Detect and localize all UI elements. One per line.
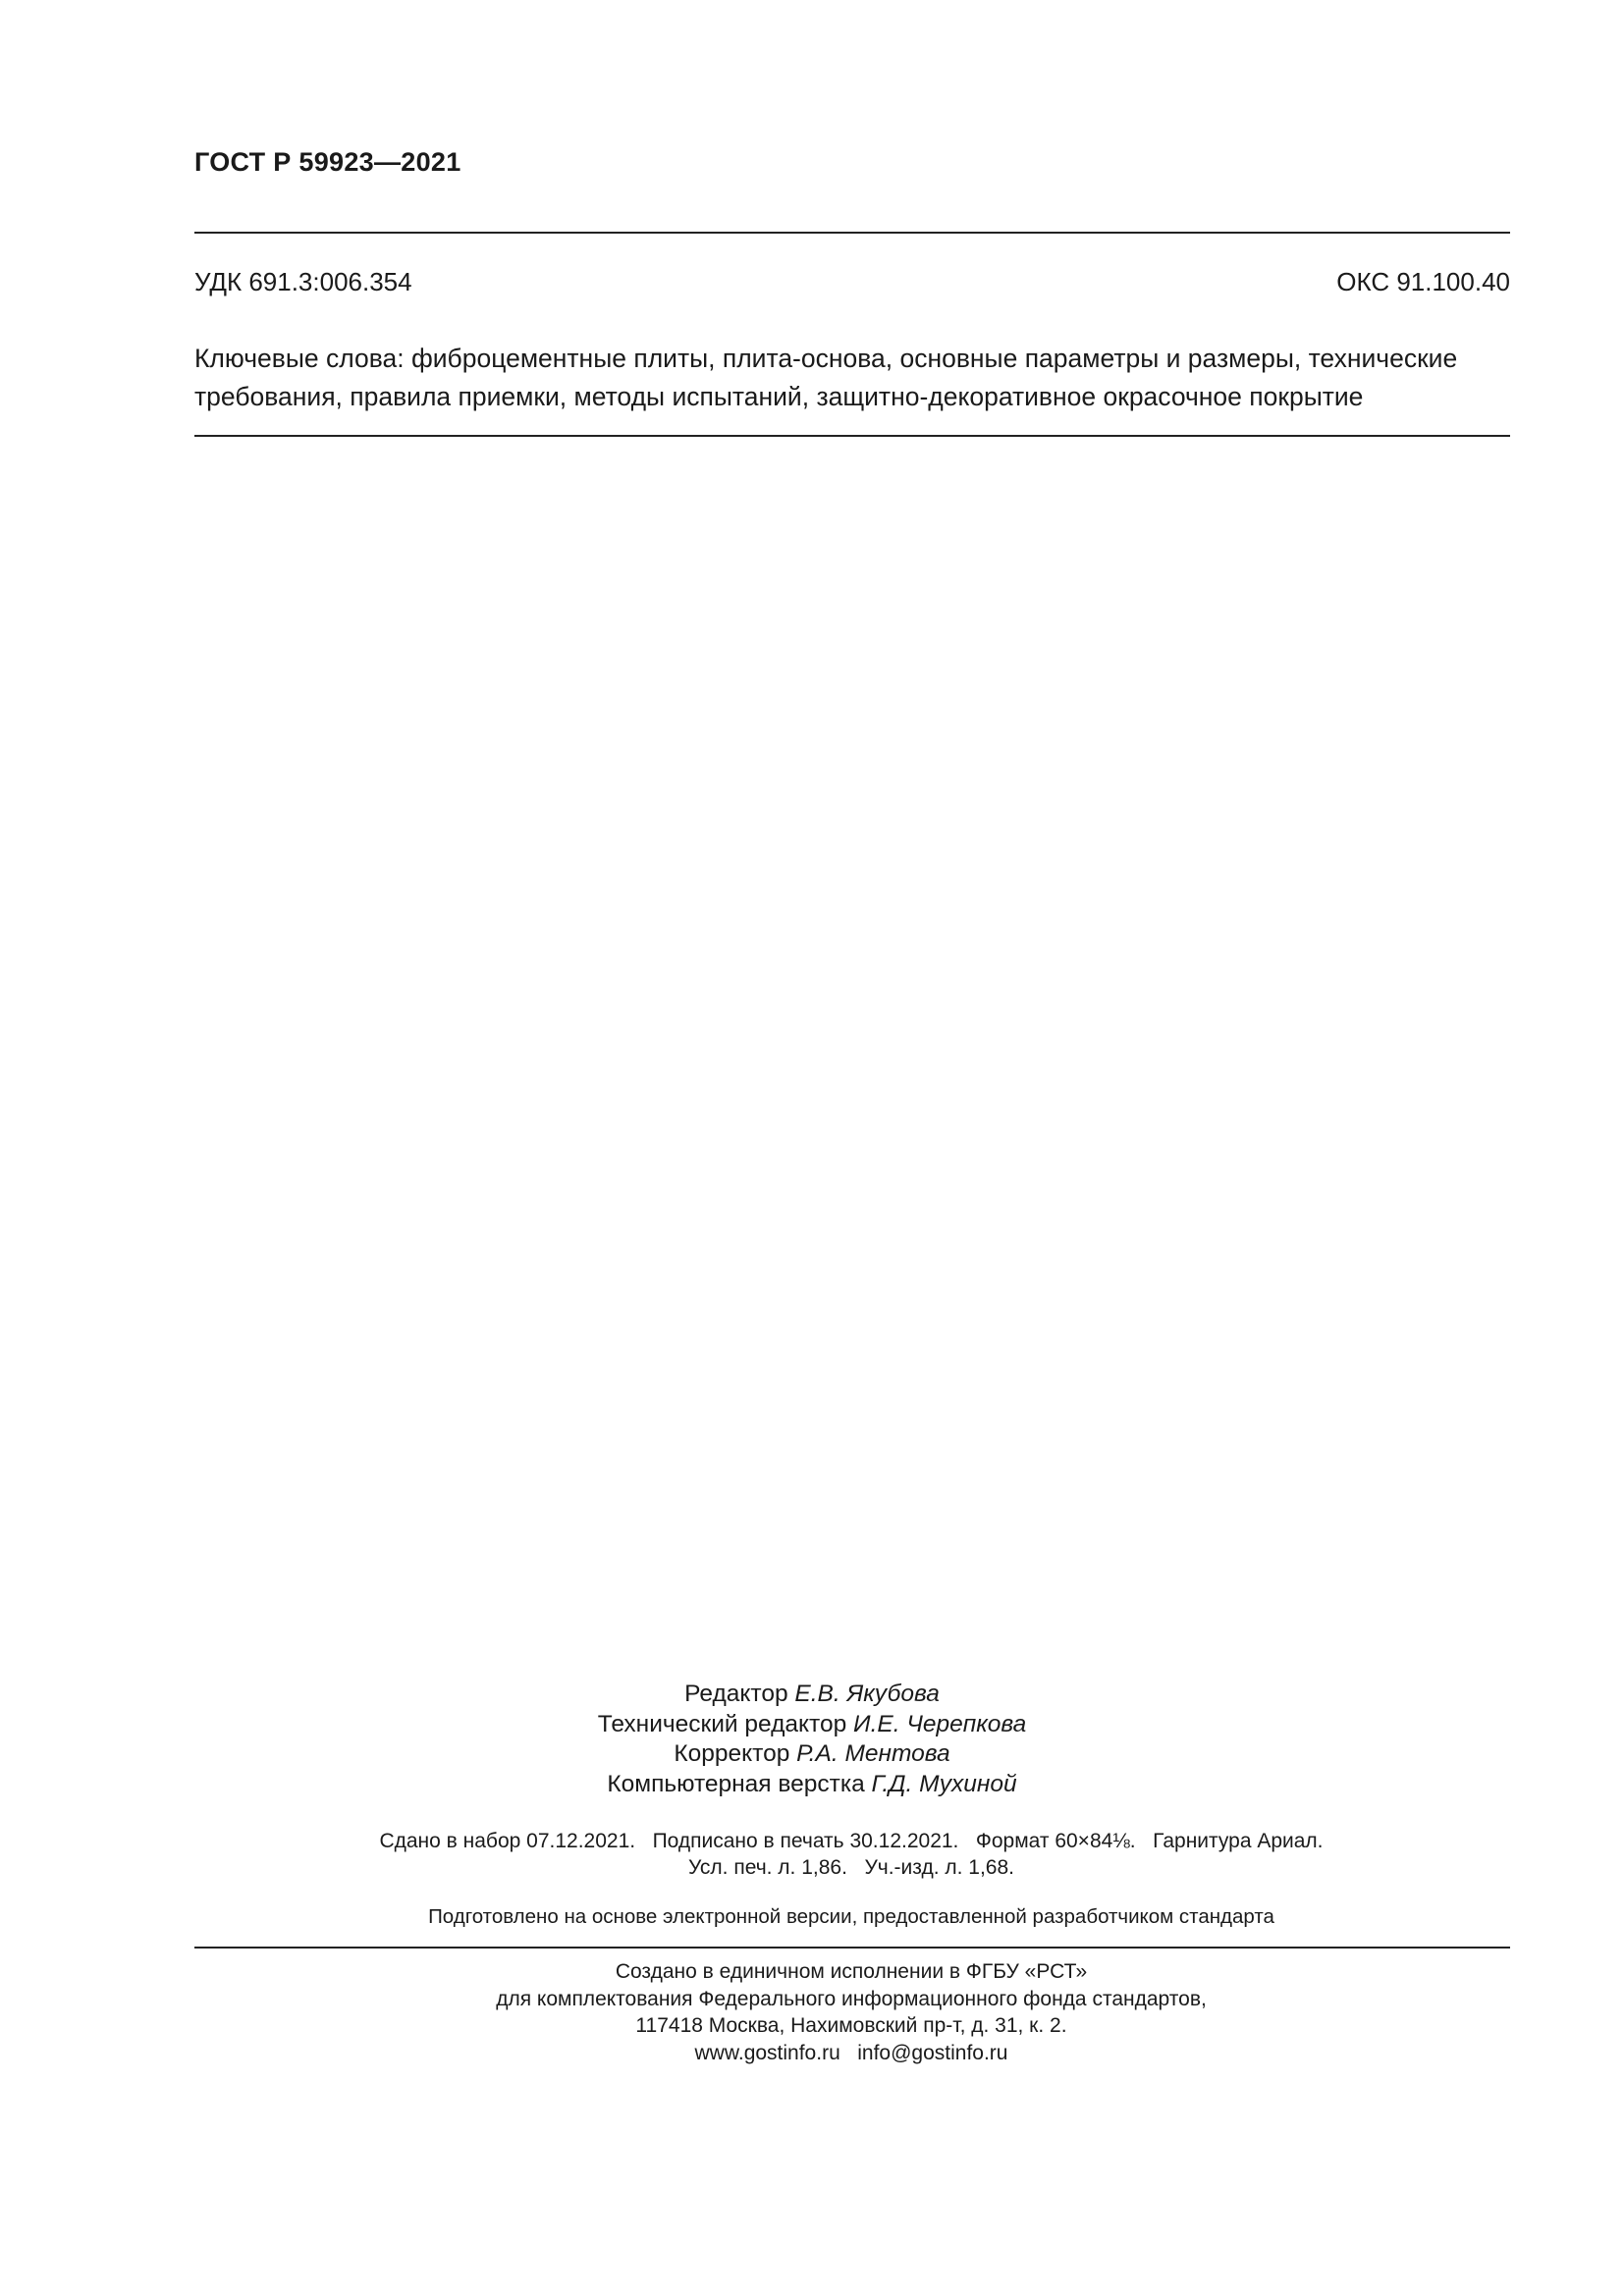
standard-designation: ГОСТ Р 59923—2021 xyxy=(194,147,461,177)
credit-proofreader xyxy=(0,1739,1624,1770)
credit-role: Корректор xyxy=(674,1740,797,1767)
credit-name: Е.В. Якубова xyxy=(794,1681,940,1707)
print-imprint xyxy=(0,1828,1624,1881)
credit-role: Технический редактор xyxy=(597,1710,854,1737)
credit-name: И.Е. Черепкова xyxy=(853,1710,1027,1737)
credit-editor xyxy=(0,1680,1624,1710)
keywords-line-2: требования, правила приемки, методы испытаний, защитно-декоративное окрасочное покрытие xyxy=(194,382,1364,411)
credit-name: Г.Д. Мухиной xyxy=(871,1770,1017,1797)
editorial-credits xyxy=(0,1680,1624,1799)
credit-name: Р.А. Ментова xyxy=(796,1740,950,1767)
udk-code: УДК 691.3:006.354 xyxy=(194,267,412,296)
publisher-footer xyxy=(0,1958,1624,2066)
footer-line-2: для комплектования Федерального информационного фонда стандартов, xyxy=(496,1987,1207,2010)
imprint-line-2: Усл. печ. л. 1,86. Уч.-изд. л. 1,68. xyxy=(687,1856,1014,1879)
keywords-block xyxy=(194,340,1515,416)
footer-line-1: Создано в единичном исполнении в ФГБУ «РСТ» xyxy=(615,1960,1088,1983)
prepared-note: Подготовлено на основе электронной версии, предоставленной разработчиком стандарта xyxy=(428,1905,1274,1928)
footer-line-3: 117418 Москва, Нахимовский пр-т, д. 31, к. 2. xyxy=(635,2014,1067,2037)
credit-role: Компьютерная верстка xyxy=(607,1770,872,1797)
top-divider xyxy=(194,232,1510,234)
footer-divider xyxy=(194,1947,1510,1949)
credit-tech-editor xyxy=(0,1710,1624,1740)
footer-contacts: www.gostinfo.ru info@gostinfo.ru xyxy=(694,2041,1008,2064)
imprint-line-1: Сдано в набор 07.12.2021. Подписано в печать 30.12.2021. Формат 60×84⅛. Гарнитура Ариал. xyxy=(379,1830,1324,1852)
credit-role: Редактор xyxy=(684,1681,795,1707)
keywords-line-1: Ключевые слова: фиброцементные плиты, плита-основа, основные параметры и размеры, технические xyxy=(194,344,1458,373)
oks-code: ОКС 91.100.40 xyxy=(1336,267,1510,296)
classification-row xyxy=(194,267,1510,297)
keywords-divider xyxy=(194,435,1510,437)
credit-layout xyxy=(0,1770,1624,1800)
